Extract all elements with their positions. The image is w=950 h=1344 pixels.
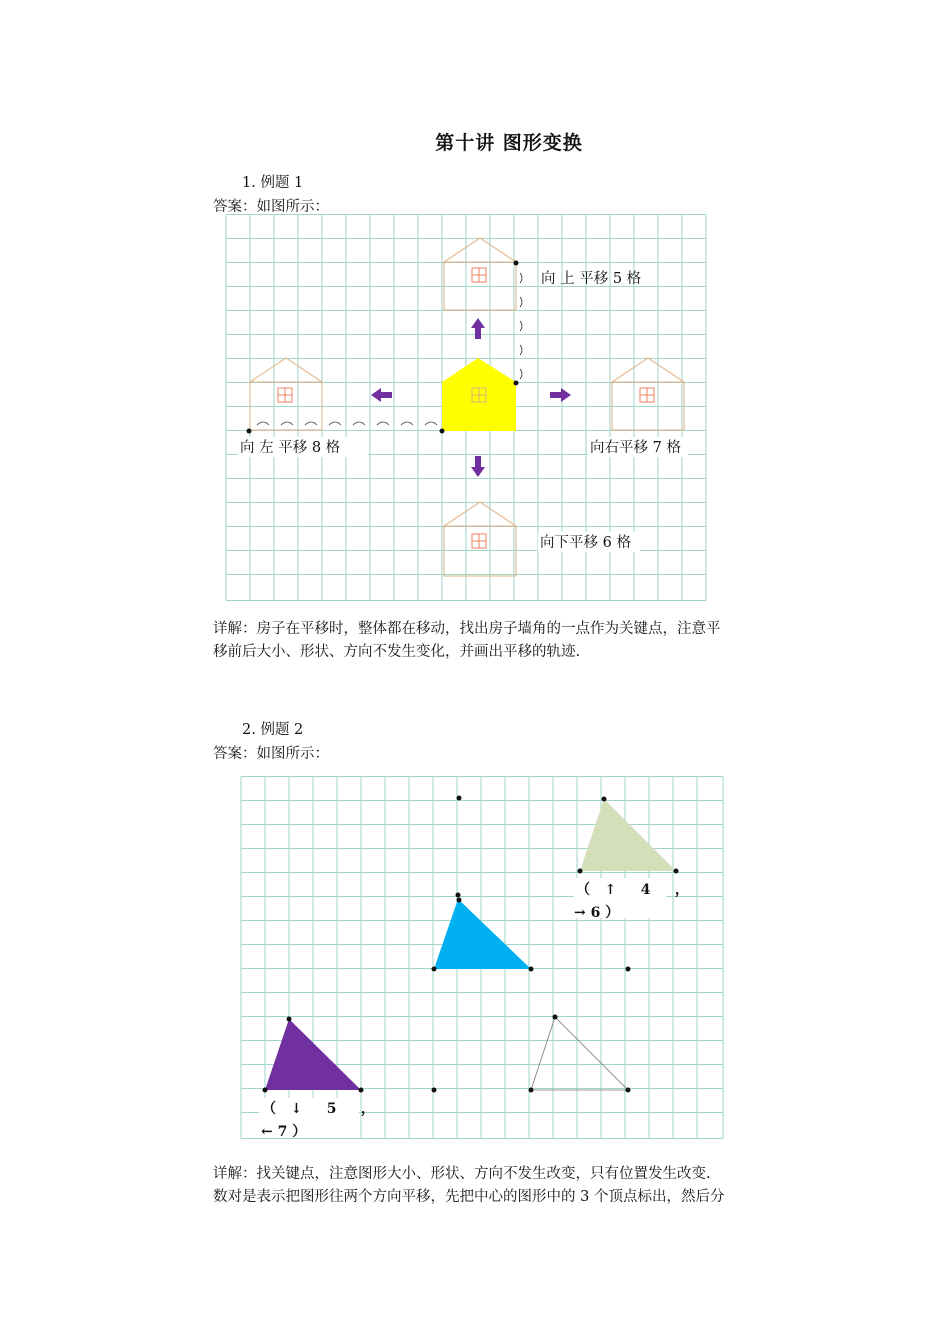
triangle-green [580, 799, 676, 871]
example-2-figure [0, 770, 950, 1150]
track-left [257, 422, 437, 425]
label-up: 向 上 平移 5 格 [541, 271, 642, 287]
pair-label-purple-line-2: ← 7 ） [261, 1124, 307, 1140]
house-center [442, 358, 516, 431]
example-2-explanation-line-2: 数对是表示把图形往两个方向平移，先把中心的图形中的 3 个顶点标出，然后分 [213, 1189, 725, 1205]
example-2-explanation-line-1: 详解：找关键点，注意图形大小、形状、方向不发生改变，只有位置发生改变. [213, 1166, 711, 1182]
label-right: 向右平移 7 格 [590, 440, 681, 456]
triangle-outline [531, 1017, 628, 1090]
label-left: 向 左 平移 8 格 [240, 440, 341, 456]
pair-label-purple-line-1: （ ↓ 5 ， [262, 1101, 375, 1117]
house-right [612, 358, 684, 430]
house-down [444, 502, 516, 576]
label-down: 向下平移 6 格 [540, 535, 631, 551]
example-1-explanation [213, 618, 813, 664]
track-up [520, 273, 522, 379]
arrow-down-icon [471, 456, 485, 477]
page-title: 第十讲 图形变换 [435, 132, 583, 154]
example-1-answer: 答案：如图所示： [213, 199, 329, 215]
triangle-blue [434, 899, 531, 969]
example-1-explanation-line-1: 详解：房子在平移时，整体都在移动，找出房子墙角的一点作为关键点，注意平 [213, 621, 721, 637]
example-1-figure [0, 0, 950, 620]
arrow-up-icon [471, 318, 485, 339]
example-2-answer: 答案：如图所示： [213, 746, 329, 762]
example-2-explanation [213, 1163, 813, 1209]
example-1-explanation-line-2: 移前后大小、形状、方向不发生变化，并画出平移的轨迹. [213, 644, 581, 660]
arrow-left-icon [371, 388, 392, 402]
example-2-heading: 2. 例题 2 [242, 722, 304, 738]
example-1-heading: 1. 例题 1 [242, 175, 304, 191]
pair-label-green-line-2: → 6 ） [574, 905, 620, 921]
house-up [444, 238, 516, 310]
pair-label-green-line-1: （ ↑ 4 ， [576, 882, 689, 898]
arrow-right-icon [550, 388, 571, 402]
house-left [250, 358, 322, 430]
